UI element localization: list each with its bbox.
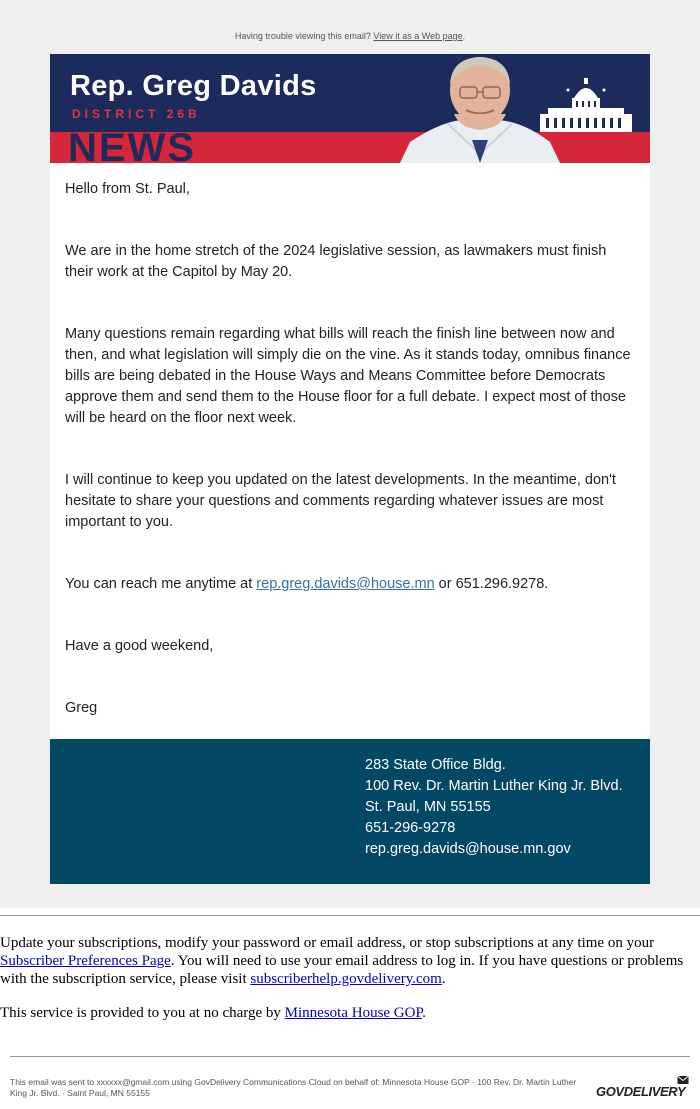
address-line-2: 100 Rev. Dr. Martin Luther King Jr. Blvd. [365, 778, 623, 794]
greeting: Hello from St. Paul, [65, 181, 190, 197]
paragraph-session: We are in the home stretch of the 2024 legislative session, as lawmakers must finish their work at the Capitol by May 20. [65, 243, 607, 280]
paragraph-contact: You can reach me anytime at rep.greg.davids@house.mn or 651.296.9278. [65, 576, 549, 592]
address-line-1: 283 State Office Bldg. [365, 757, 506, 773]
paragraph-updates: I will continue to keep you updated on the latest developments. In the meantime, don't hesitate to share your questions and comments regarding whatever issues are most important to you. [65, 472, 616, 530]
subscription-notice [0, 934, 700, 1038]
rep-email-link[interactable]: rep.greg.davids@house.mn [256, 576, 435, 592]
preheader: Having trouble viewing this email? View it as a Web page. [234, 31, 466, 41]
service-text: This service is provided to you at no charge by Minnesota House GOP. [0, 1005, 426, 1021]
subscriber-help-link[interactable]: subscriberhelp.govdelivery.com [250, 971, 442, 987]
email-card [50, 54, 650, 884]
contact-footer [50, 739, 650, 884]
contact-phone: 651-296-9278 [365, 820, 456, 836]
subscription-text: Update your subscriptions, modify your password or email address, or stop subscriptions at any time on your Subscriber Preferences Page. You will need to use your email address to log in. If you have questions or problems with the subscription service, please visit subscriberhelp.govdelivery.com. [0, 935, 684, 987]
minnesota-house-gop-link[interactable]: Minnesota House GOP [284, 1005, 423, 1021]
email-body [50, 163, 650, 739]
capitol-icon [538, 78, 634, 134]
rep-name: Rep. Greg Davids [70, 70, 317, 102]
subscriber-preferences-link[interactable]: Subscriber Preferences Page [0, 953, 171, 969]
closing: Have a good weekend, [65, 638, 214, 654]
rep-portrait [400, 54, 560, 163]
contact-email: rep.greg.davids@house.mn.gov [365, 841, 571, 857]
header-banner [50, 54, 650, 163]
envelope-icon [677, 1075, 689, 1085]
contact-address [365, 755, 623, 860]
paragraph-bills: Many questions remain regarding what bills will reach the finish line between now and then, and what legislation will simply die on the vine. As it stands today, omnibus finance bills are being debated in the House Ways and Means Committee before Democrats approve them and send them to the House floor for a full debate. I expect most of those will be heard on the floor next week. [65, 326, 631, 426]
district-label: DISTRICT 26B [72, 107, 201, 121]
web-page-link[interactable]: View it as a Web page [373, 31, 463, 41]
address-line-3: St. Paul, MN 55155 [365, 799, 491, 815]
divider [10, 1056, 690, 1057]
divider [0, 915, 700, 916]
govdelivery-logo: GOVDELIVERY [596, 1084, 686, 1099]
news-label: NEWS [68, 126, 196, 163]
signature: Greg [65, 700, 98, 716]
fine-print: This email was sent to xxxxxx@gmail.com using GovDelivery Communications Cloud on behalf of: Minnesota House GOP · 100 Rev. Dr. Martin Luther King Jr. Blvd. · Saint Paul, MN 55155 [10, 1077, 577, 1098]
